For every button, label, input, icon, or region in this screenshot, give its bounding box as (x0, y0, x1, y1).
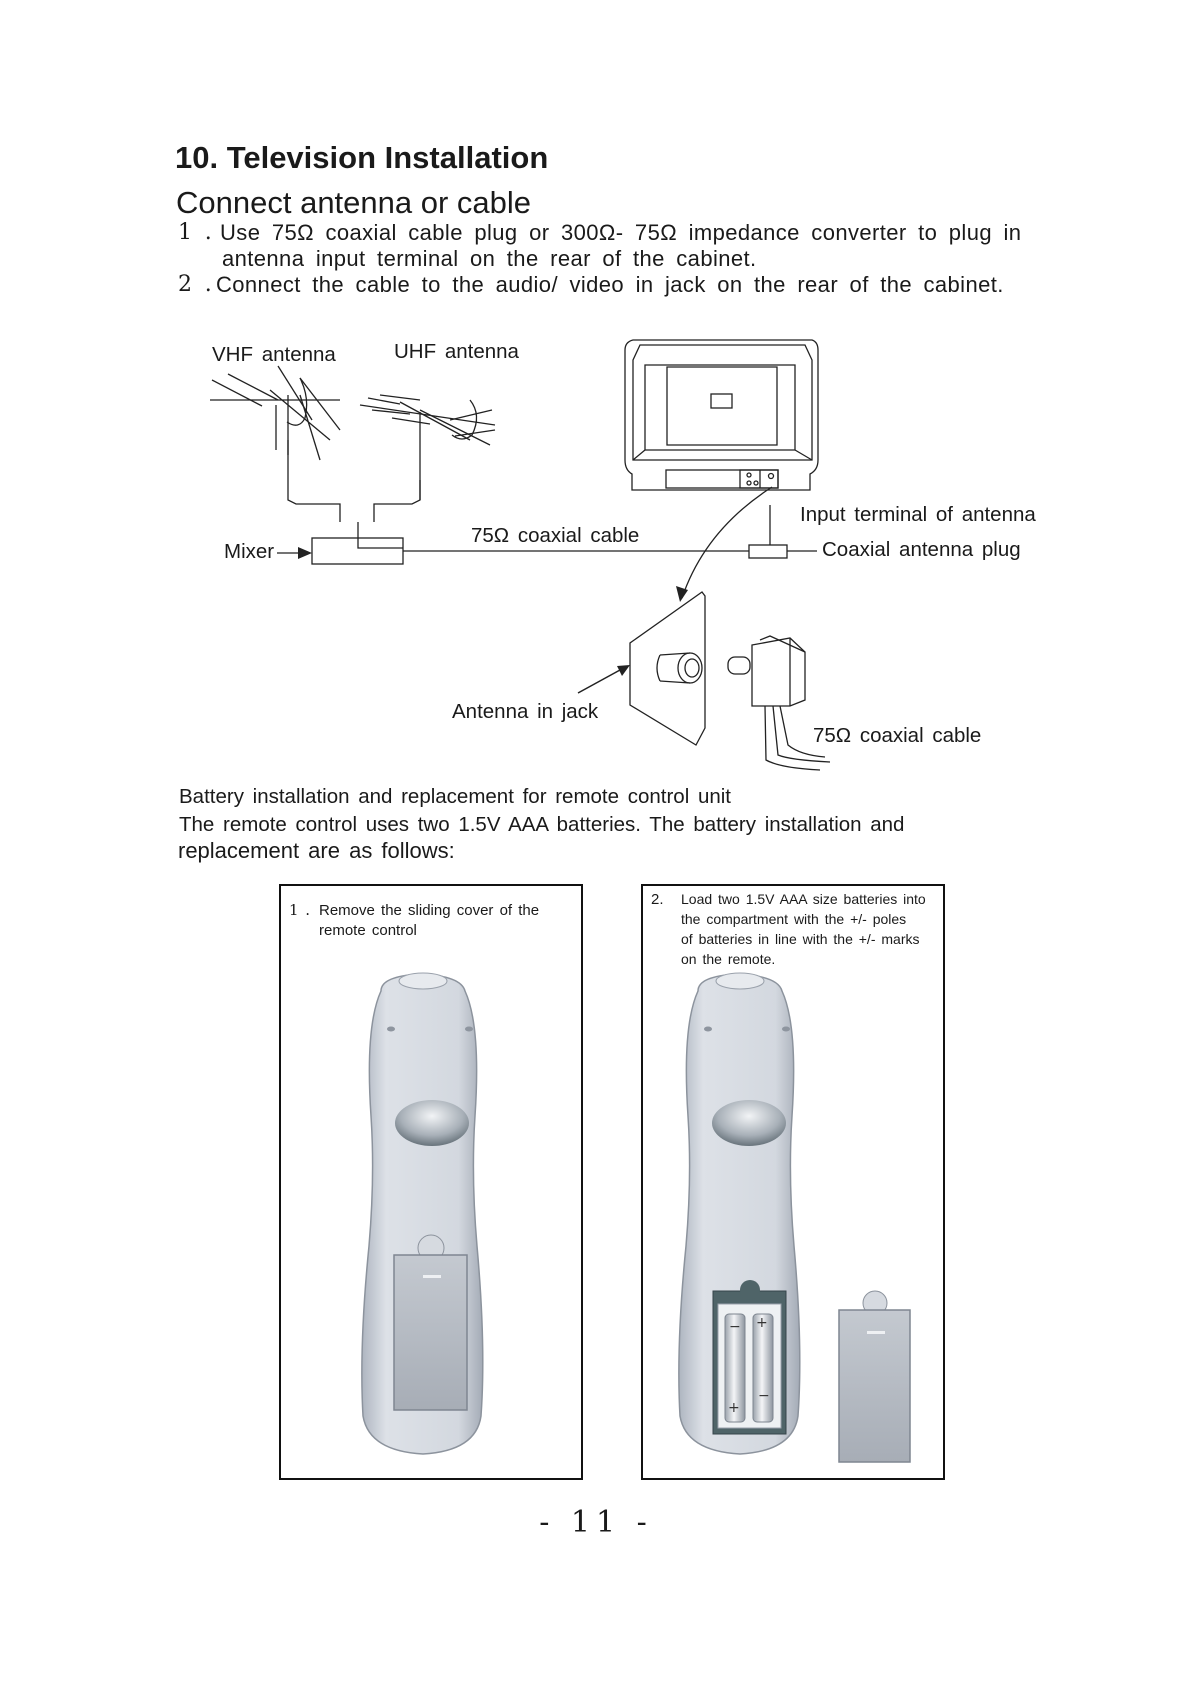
panel-2-line-4: on the remote. (681, 951, 776, 967)
coaxial-cable-label-bottom: 75Ω coaxial cable (813, 724, 982, 747)
battery-heading: Battery installation and replacement for remote control unit (179, 785, 731, 808)
coaxial-plug (749, 545, 787, 558)
section-subtitle: Connect antenna or cable (176, 185, 532, 220)
uhf-antenna-icon (360, 395, 495, 500)
mixer-label: Mixer (224, 540, 275, 563)
panel-2-line-2: the compartment with the +/- poles (681, 911, 907, 927)
vhf-antenna-icon (210, 366, 340, 460)
antenna-jack-label: Antenna in jack (452, 700, 599, 723)
coaxial-plug-icon (728, 636, 830, 770)
panel-remove-cover (279, 884, 583, 1480)
step-1-number: 1 . (178, 220, 213, 245)
mixer-arrow-icon (298, 547, 312, 559)
panel-load-batteries (641, 884, 945, 1480)
coaxial-cable-label-top: 75Ω coaxial cable (471, 524, 640, 547)
step-1-text: Use 75Ω coaxial cable plug or 300Ω- 75Ω impedance converter to plug in (220, 220, 1022, 245)
svg-text:+: + (728, 1400, 740, 1416)
panel-2-number: 2. (651, 891, 664, 908)
vhf-antenna-label: VHF antenna (212, 343, 336, 366)
panel-1-number: 1 . (289, 901, 311, 919)
antenna-connection-diagram (0, 0, 1192, 800)
input-terminal-label: Input terminal of antenna (800, 503, 1036, 526)
battery-text-line-2: replacement are as follows: (178, 838, 455, 863)
page-number: - 11 - (539, 1505, 653, 1540)
tv-rear-icon (625, 340, 818, 598)
panel-1-line-2: remote control (319, 922, 417, 939)
svg-text:−: − (729, 1319, 741, 1335)
uhf-antenna-label: UHF antenna (394, 340, 519, 363)
svg-text:−: − (758, 1388, 770, 1404)
coaxial-plug-label: Coaxial antenna plug (822, 538, 1021, 561)
step-2-text: Connect the cable to the audio/ video in jack on the rear of the cabinet. (216, 272, 1004, 297)
panel-2-line-1: Load two 1.5V AAA size batteries into (681, 891, 926, 907)
battery-text-line-1: The remote control uses two 1.5V AAA batteries. The battery installation and (179, 813, 905, 836)
antenna-jack-icon (630, 592, 705, 745)
step-1-text-cont: antenna input terminal on the rear of the cabinet. (222, 246, 757, 271)
svg-text:+: + (756, 1315, 768, 1331)
step-2-number: 2 . (178, 272, 213, 297)
page-title: 10. Television Installation (175, 140, 549, 175)
remote-open-illustration (643, 886, 943, 1478)
panel-2-line-3: of batteries in line with the +/- marks (681, 931, 920, 947)
panel-1-line-1: Remove the sliding cover of the (319, 902, 540, 919)
remote-closed-illustration (281, 886, 581, 1478)
